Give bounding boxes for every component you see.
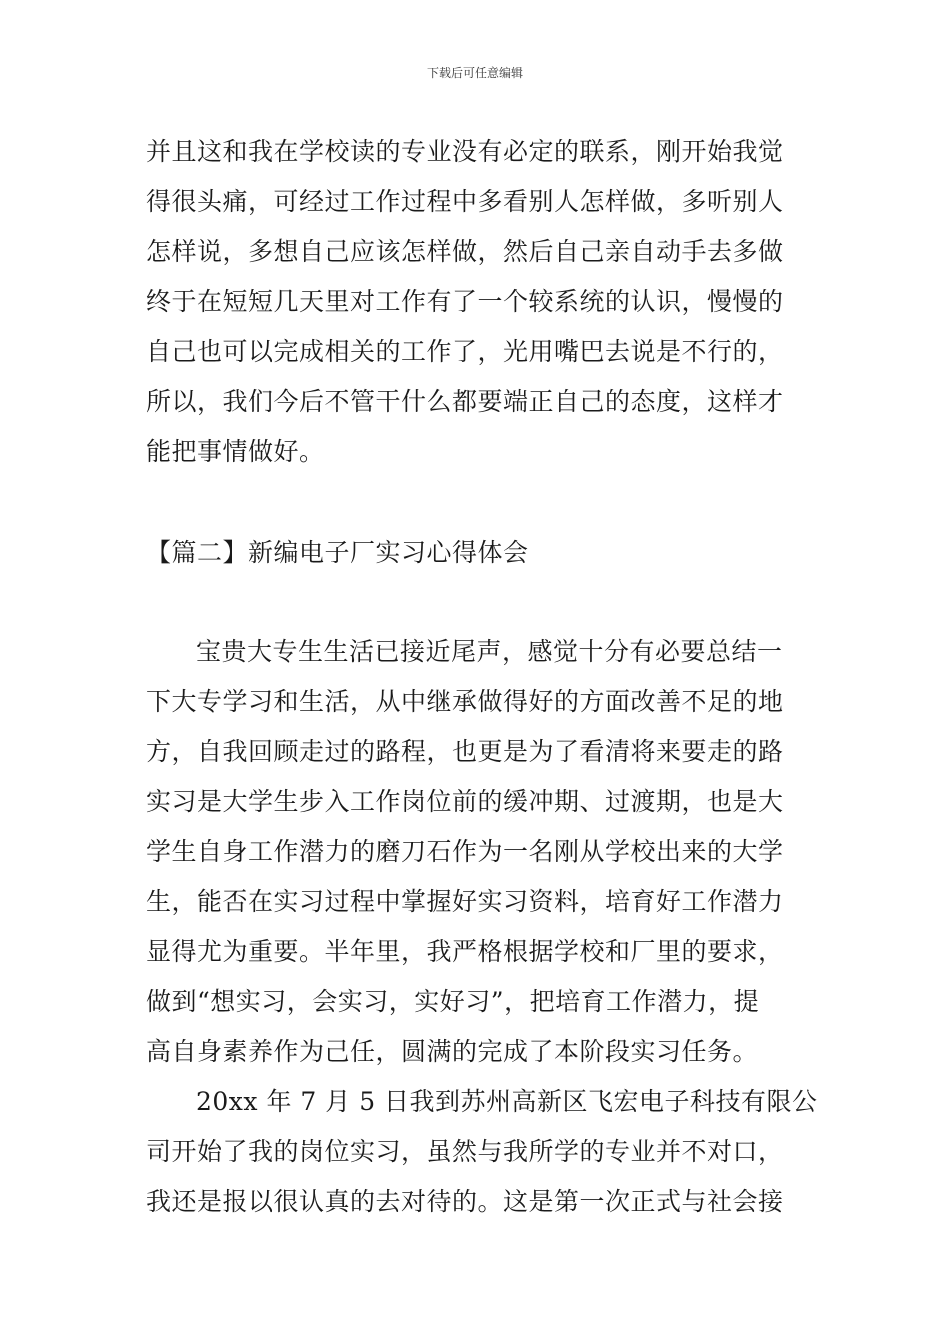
body-line: 显得尤为重要。半年里，我严格根据学校和厂里的要求， [146, 937, 784, 966]
body-line: 我还是报以很认真的去对待的。这是第一次正式与社会接 [146, 1187, 784, 1216]
body-line: 自己也可以完成相关的工作了，光用嘴巴去说是不行的， [146, 337, 784, 366]
body-line: 所以，我们今后不管干什么都要端正自己的态度，这样才 [146, 387, 784, 416]
paragraph-first-line: 宝贵大专生生活已接近尾声，感觉十分有必要总结一 [196, 637, 783, 666]
section-heading: 【篇二】新编电子厂实习心得体会 [146, 538, 529, 567]
body-line: 下大专学习和生活，从中继承做得好的方面改善不足的地 [146, 687, 784, 716]
body-line: 得很头痛，可经过工作过程中多看别人怎样做，多听别人 [146, 187, 784, 216]
body-line: 生，能否在实习过程中掌握好实习资料，培育好工作潜力 [146, 887, 784, 916]
body-line: 能把事情做好。 [146, 437, 325, 466]
page-header-note: 下载后可任意编辑 [426, 66, 523, 80]
body-line: 怎样说，多想自己应该怎样做，然后自己亲自动手去多做 [146, 237, 784, 266]
body-line: 方，自我回顾走过的路程，也更是为了看清将来要走的路 [146, 737, 784, 766]
body-line: 司开始了我的岗位实习，虽然与我所学的专业并不对口， [146, 1137, 784, 1166]
body-line: 并且这和我在学校读的专业没有必定的联系，刚开始我觉 [146, 137, 784, 166]
paragraph-first-line: 20xx 年 7 月 5 日我到苏州高新区飞宏电子科技有限公 [196, 1087, 818, 1116]
body-line: 学生自身工作潜力的磨刀石作为一名刚从学校出来的大学 [146, 837, 784, 866]
body-line: 终于在短短几天里对工作有了一个较系统的认识，慢慢的 [146, 287, 784, 316]
body-line: 做到“想实习，会实习，实好习”，把培育工作潜力，提 [146, 987, 760, 1016]
body-line: 实习是大学生步入工作岗位前的缓冲期、过渡期，也是大 [146, 787, 784, 816]
body-line: 高自身素养作为己任，圆满的完成了本阶段实习任务。 [146, 1037, 759, 1066]
